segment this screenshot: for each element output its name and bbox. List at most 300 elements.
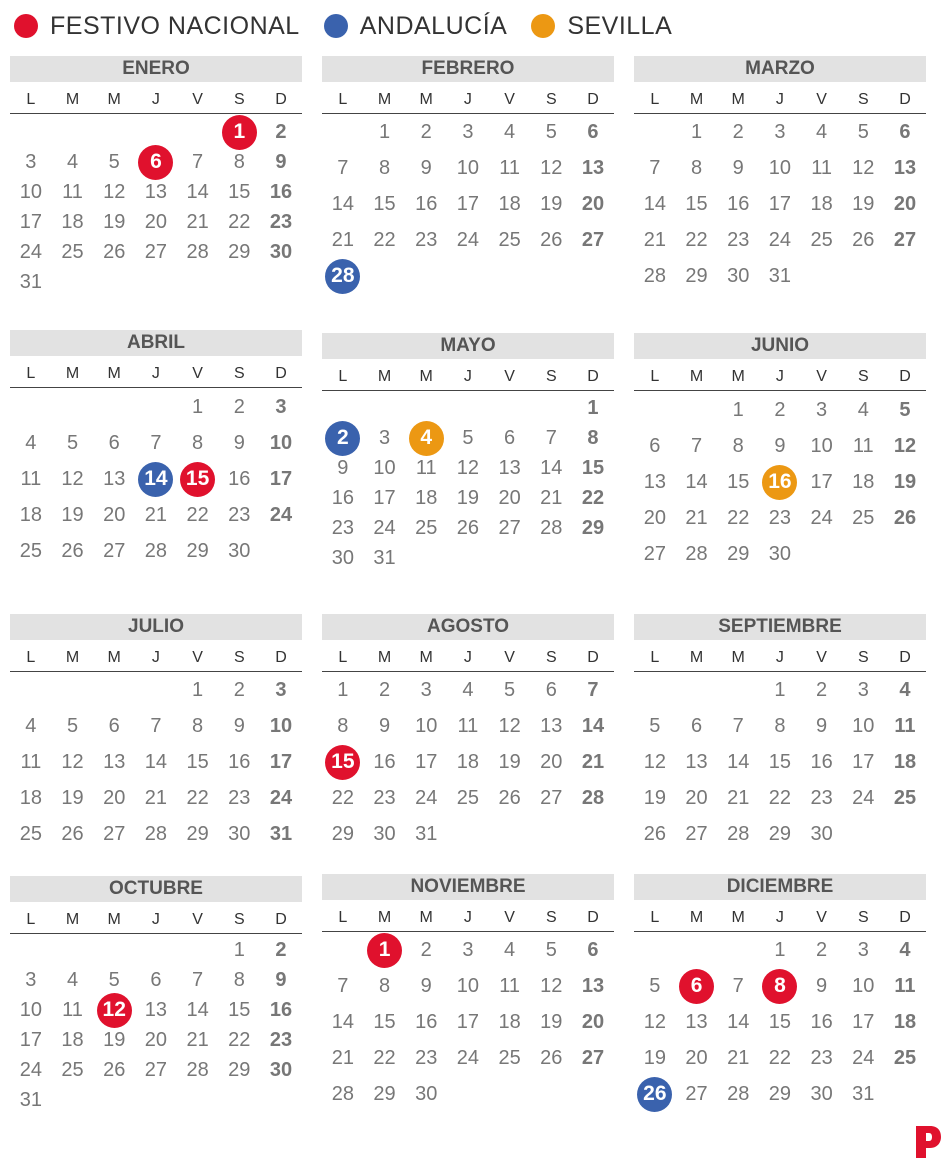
weekday-label: J xyxy=(775,649,784,666)
weekday-header xyxy=(634,366,926,388)
weekday-label: D xyxy=(899,649,911,666)
weekday-label: J xyxy=(463,909,472,926)
day-cell xyxy=(364,932,406,968)
day-cell: 1 xyxy=(774,678,786,701)
day-cell: 30 xyxy=(415,1082,438,1105)
day-cell: 19 xyxy=(852,192,875,215)
empty-day-cell xyxy=(489,258,531,294)
holiday-marker-andalucia: 2 xyxy=(325,421,360,456)
day-cell: 10 xyxy=(456,974,480,997)
weekday-header xyxy=(634,89,926,111)
day-cell: 17 xyxy=(269,750,293,773)
day-cell: 19 xyxy=(540,192,563,215)
week-row xyxy=(10,267,302,297)
weekday-label: M xyxy=(689,649,704,666)
week-row xyxy=(10,708,302,744)
weekday-label: D xyxy=(587,368,599,385)
weekday-header xyxy=(10,89,302,111)
day-cell xyxy=(322,423,364,453)
day-cell: 11 xyxy=(499,156,520,179)
day-cell: 27 xyxy=(144,240,168,263)
day-cell: 14 xyxy=(331,1010,354,1033)
month-abril xyxy=(10,330,302,569)
day-cell: 22 xyxy=(727,506,750,529)
empty-day-cell xyxy=(52,935,94,965)
day-cell: 30 xyxy=(269,240,293,263)
day-cell: 16 xyxy=(415,192,438,215)
day-cell: 22 xyxy=(331,786,354,809)
day-cell: 7 xyxy=(192,150,204,173)
day-cell: 25 xyxy=(498,228,521,251)
empty-day-cell xyxy=(93,935,135,965)
day-cell: 16 xyxy=(810,1010,833,1033)
week-row xyxy=(322,150,614,186)
day-cell: 31 xyxy=(768,264,792,287)
day-cell: 15 xyxy=(186,750,209,773)
day-cell: 31 xyxy=(269,822,293,845)
day-cell: 7 xyxy=(732,714,744,737)
day-cell: 16 xyxy=(269,180,293,203)
empty-day-cell xyxy=(135,672,177,708)
publico-logo-icon xyxy=(914,1124,942,1160)
month-title: MARZO xyxy=(634,56,926,82)
day-cell: 17 xyxy=(456,192,480,215)
day-cell: 17 xyxy=(768,192,792,215)
weekday-label: S xyxy=(233,911,245,928)
weekday-label: D xyxy=(275,91,287,108)
weekday-label: M xyxy=(107,649,121,666)
weekday-label: M xyxy=(731,649,745,666)
day-cell: 29 xyxy=(373,1082,396,1105)
day-cell: 15 xyxy=(685,192,708,215)
weekday-label: S xyxy=(545,91,557,108)
day-cell: 15 xyxy=(768,750,792,773)
holiday-marker-nacional: 15 xyxy=(180,462,215,497)
month-marzo xyxy=(634,56,926,294)
day-cell: 16 xyxy=(228,467,251,490)
weekday-label: D xyxy=(275,911,287,928)
day-cell: 8 xyxy=(233,150,245,173)
empty-day-cell xyxy=(52,672,94,708)
day-cell: 16 xyxy=(415,1010,438,1033)
day-cell: 21 xyxy=(540,486,563,509)
week-row xyxy=(322,186,614,222)
day-cell: 18 xyxy=(19,503,42,526)
empty-day-cell xyxy=(405,258,447,294)
empty-day-cell xyxy=(676,932,718,968)
day-cell: 12 xyxy=(852,156,875,179)
day-cell: 15 xyxy=(228,180,251,203)
day-cell: 13 xyxy=(581,156,605,179)
weekday-label: D xyxy=(275,365,287,382)
day-cell: 14 xyxy=(727,1010,750,1033)
day-cell: 31 xyxy=(415,822,438,845)
day-cell: 23 xyxy=(373,786,396,809)
day-cell xyxy=(177,461,219,497)
day-cell: 24 xyxy=(852,786,875,809)
weekday-label: V xyxy=(192,911,203,928)
day-cell: 5 xyxy=(66,431,79,454)
day-cell: 28 xyxy=(186,1058,209,1081)
weekday-label: L xyxy=(650,368,660,385)
empty-day-cell xyxy=(260,533,302,569)
day-cell: 13 xyxy=(144,998,168,1021)
weekday-label: M xyxy=(689,909,704,926)
day-cell: 23 xyxy=(228,786,251,809)
weekday-label: J xyxy=(463,368,472,385)
weekday-header xyxy=(10,647,302,669)
empty-day-cell xyxy=(322,393,364,423)
weekday-label: M xyxy=(65,91,80,108)
empty-day-cell xyxy=(135,117,177,147)
legend-item-andalucia xyxy=(324,12,508,41)
day-cell: 20 xyxy=(643,506,666,529)
empty-day-cell xyxy=(135,267,177,297)
weekday-label: S xyxy=(233,649,245,666)
day-cell: 4 xyxy=(462,678,474,701)
weekday-label: S xyxy=(233,365,245,382)
month-julio xyxy=(10,614,302,852)
empty-day-cell xyxy=(322,932,364,968)
day-cell: 26 xyxy=(61,822,84,845)
empty-day-cell xyxy=(572,258,614,294)
day-cell: 14 xyxy=(186,180,209,203)
day-cell: 21 xyxy=(144,786,168,809)
day-cell: 18 xyxy=(498,192,521,215)
day-cell: 25 xyxy=(498,1046,521,1069)
day-cell: 3 xyxy=(275,395,287,418)
legend-item-nacional xyxy=(14,12,300,41)
day-cell: 23 xyxy=(415,228,438,251)
day-cell: 1 xyxy=(378,120,391,143)
empty-day-cell xyxy=(52,117,94,147)
day-cell: 16 xyxy=(331,486,354,509)
weekday-header xyxy=(10,909,302,931)
day-cell xyxy=(322,744,364,780)
empty-day-cell xyxy=(717,672,759,708)
day-cell: 2 xyxy=(816,938,828,961)
day-cell: 8 xyxy=(337,714,349,737)
weekday-label: S xyxy=(857,368,869,385)
day-cell: 14 xyxy=(331,192,354,215)
weekday-label: M xyxy=(419,91,433,108)
empty-day-cell xyxy=(218,267,260,297)
week-row xyxy=(322,543,614,573)
empty-day-cell xyxy=(177,1085,219,1115)
weekday-label: D xyxy=(587,649,599,666)
day-cell: 26 xyxy=(103,1058,126,1081)
month-enero xyxy=(10,56,302,297)
day-cell: 9 xyxy=(275,968,287,991)
empty-day-cell xyxy=(260,1085,302,1115)
day-cell: 24 xyxy=(810,506,833,529)
blue-dot-icon xyxy=(324,14,348,38)
day-cell: 12 xyxy=(893,434,917,457)
empty-day-cell xyxy=(93,117,135,147)
day-cell: 26 xyxy=(103,240,126,263)
empty-day-cell xyxy=(884,1076,926,1112)
weekday-label: L xyxy=(650,649,660,666)
weekday-label: J xyxy=(775,91,784,108)
day-cell: 1 xyxy=(774,938,786,961)
day-cell: 1 xyxy=(587,396,599,419)
day-cell: 10 xyxy=(415,714,438,737)
day-cell: 26 xyxy=(540,1046,563,1069)
day-cell: 8 xyxy=(378,974,391,997)
month-title: ENERO xyxy=(10,56,302,82)
week-row xyxy=(10,389,302,425)
month-title: SEPTIEMBRE xyxy=(634,614,926,640)
week-row xyxy=(322,393,614,423)
day-cell: 22 xyxy=(768,786,792,809)
day-cell: 7 xyxy=(545,426,557,449)
week-row xyxy=(322,932,614,968)
day-cell: 22 xyxy=(581,486,605,509)
month-title: OCTUBRE xyxy=(10,876,302,902)
weekday-label: M xyxy=(731,91,745,108)
day-cell: 16 xyxy=(727,192,750,215)
weekday-label: M xyxy=(107,911,121,928)
day-cell: 2 xyxy=(816,678,828,701)
weekday-label: S xyxy=(857,649,869,666)
weekday-label: L xyxy=(650,909,660,926)
day-cell: 3 xyxy=(857,678,869,701)
day-cell: 7 xyxy=(337,156,349,179)
day-cell: 25 xyxy=(893,1046,917,1069)
day-cell: 1 xyxy=(192,678,204,701)
day-cell: 22 xyxy=(228,1028,251,1051)
day-cell: 25 xyxy=(61,240,84,263)
week-row xyxy=(322,672,614,708)
empty-day-cell xyxy=(572,543,614,573)
day-cell: 6 xyxy=(899,120,911,143)
day-cell: 26 xyxy=(643,822,666,845)
day-cell: 18 xyxy=(456,750,480,773)
weekday-label: V xyxy=(504,909,515,926)
weekday-label: V xyxy=(816,91,827,108)
empty-day-cell xyxy=(884,536,926,572)
day-cell: 4 xyxy=(66,968,79,991)
day-cell: 18 xyxy=(19,786,42,809)
weekday-label: L xyxy=(650,91,660,108)
day-cell: 27 xyxy=(581,228,605,251)
day-cell: 31 xyxy=(19,270,42,293)
day-cell: 24 xyxy=(415,786,438,809)
holiday-marker-nacional: 8 xyxy=(762,969,797,1004)
day-cell: 19 xyxy=(643,786,666,809)
day-cell: 2 xyxy=(275,938,287,961)
week-row xyxy=(10,497,302,533)
holiday-marker-andalucia: 28 xyxy=(325,259,360,294)
day-cell: 4 xyxy=(504,938,516,961)
week-row xyxy=(10,935,302,965)
day-cell: 27 xyxy=(643,542,666,565)
weekday-label: D xyxy=(899,909,911,926)
day-cell: 15 xyxy=(581,456,605,479)
day-cell: 13 xyxy=(498,456,521,479)
empty-day-cell xyxy=(447,393,489,423)
day-cell: 27 xyxy=(893,228,917,251)
day-cell: 4 xyxy=(899,678,911,701)
day-cell: 15 xyxy=(228,998,251,1021)
weekday-label: M xyxy=(689,368,704,385)
weekday-label: M xyxy=(107,91,121,108)
day-cell: 19 xyxy=(103,1028,126,1051)
legend-label-andalucia: ANDALUCÍA xyxy=(359,11,508,40)
month-octubre xyxy=(10,876,302,1115)
day-cell: 12 xyxy=(61,750,84,773)
day-cell: 8 xyxy=(732,434,744,457)
day-cell: 3 xyxy=(774,120,786,143)
month-title: NOVIEMBRE xyxy=(322,874,614,900)
empty-day-cell xyxy=(10,117,52,147)
day-cell: 25 xyxy=(415,516,438,539)
day-cell: 27 xyxy=(498,516,521,539)
weekday-header xyxy=(322,907,614,929)
empty-day-cell xyxy=(405,543,447,573)
weekday-label: L xyxy=(338,368,348,385)
weekday-label: J xyxy=(151,91,160,108)
empty-day-cell xyxy=(447,816,489,852)
day-cell: 17 xyxy=(19,1028,42,1051)
day-cell: 9 xyxy=(420,156,432,179)
holiday-marker-sevilla: 16 xyxy=(762,465,797,500)
day-cell: 17 xyxy=(456,1010,480,1033)
day-cell: 7 xyxy=(690,434,703,457)
weekday-label: J xyxy=(775,909,784,926)
day-cell: 12 xyxy=(498,714,521,737)
day-cell: 22 xyxy=(685,228,708,251)
day-cell: 5 xyxy=(857,120,869,143)
weekday-label: M xyxy=(377,909,392,926)
day-cell: 28 xyxy=(331,1082,354,1105)
day-cell: 13 xyxy=(581,974,605,997)
day-cell: 4 xyxy=(816,120,828,143)
day-cell: 15 xyxy=(373,192,396,215)
empty-day-cell xyxy=(260,267,302,297)
weekday-label: D xyxy=(899,91,911,108)
weekday-label: V xyxy=(504,91,515,108)
day-cell xyxy=(759,464,801,500)
holiday-marker-nacional: 12 xyxy=(97,993,132,1028)
weekday-label: D xyxy=(587,91,599,108)
day-cell: 10 xyxy=(373,456,396,479)
week-row xyxy=(322,744,614,780)
day-cell: 1 xyxy=(732,398,744,421)
day-cell: 25 xyxy=(19,539,42,562)
day-cell: 3 xyxy=(816,398,828,421)
day-cell: 9 xyxy=(378,714,391,737)
weekday-header xyxy=(634,647,926,669)
holiday-marker-nacional: 1 xyxy=(222,115,257,150)
holiday-marker-andalucia: 14 xyxy=(138,462,173,497)
legend-label-nacional: FESTIVO NACIONAL xyxy=(50,11,300,40)
week-row xyxy=(634,222,926,258)
weekday-label: M xyxy=(377,368,392,385)
day-cell: 9 xyxy=(816,974,828,997)
day-cell: 16 xyxy=(269,998,293,1021)
day-cell: 29 xyxy=(727,542,750,565)
day-cell: 30 xyxy=(269,1058,293,1081)
empty-day-cell xyxy=(10,389,52,425)
day-cell: 30 xyxy=(228,822,251,845)
week-row xyxy=(634,186,926,222)
month-title: JULIO xyxy=(10,614,302,640)
day-cell: 1 xyxy=(192,395,204,418)
day-cell: 3 xyxy=(25,968,37,991)
day-cell: 28 xyxy=(643,264,666,287)
legend-item-sevilla xyxy=(531,12,672,41)
day-cell: 20 xyxy=(893,192,917,215)
day-cell: 15 xyxy=(373,1010,396,1033)
day-cell: 16 xyxy=(373,750,396,773)
day-cell: 6 xyxy=(587,120,599,143)
day-cell: 29 xyxy=(228,1058,251,1081)
day-cell: 23 xyxy=(768,506,792,529)
empty-day-cell xyxy=(177,267,219,297)
week-row xyxy=(10,425,302,461)
day-cell: 22 xyxy=(186,786,209,809)
holiday-marker-sevilla: 4 xyxy=(409,421,444,456)
day-cell: 6 xyxy=(108,431,120,454)
empty-day-cell xyxy=(530,543,572,573)
day-cell: 19 xyxy=(540,1010,563,1033)
day-cell: 10 xyxy=(269,714,293,737)
day-cell: 23 xyxy=(331,516,354,539)
day-cell: 6 xyxy=(545,678,557,701)
day-cell: 19 xyxy=(61,503,84,526)
empty-day-cell xyxy=(530,258,572,294)
weekday-label: M xyxy=(377,91,392,108)
day-cell: 13 xyxy=(893,156,917,179)
day-cell: 11 xyxy=(62,998,83,1021)
legend-label-sevilla: SEVILLA xyxy=(567,11,673,40)
week-row xyxy=(634,1076,926,1112)
day-cell: 14 xyxy=(727,750,750,773)
day-cell: 11 xyxy=(811,156,832,179)
day-cell: 14 xyxy=(643,192,666,215)
day-cell: 11 xyxy=(20,750,42,773)
empty-day-cell xyxy=(489,393,531,423)
month-title: MAYO xyxy=(322,333,614,359)
day-cell xyxy=(322,258,364,294)
day-cell: 26 xyxy=(61,539,84,562)
day-cell: 24 xyxy=(19,240,42,263)
day-cell: 27 xyxy=(581,1046,605,1069)
empty-day-cell xyxy=(364,258,406,294)
day-cell: 16 xyxy=(228,750,251,773)
red-dot-icon xyxy=(14,14,38,38)
day-cell: 9 xyxy=(816,714,828,737)
day-cell: 1 xyxy=(233,938,245,961)
week-row xyxy=(634,150,926,186)
month-junio xyxy=(634,333,926,572)
weekday-label: D xyxy=(275,649,287,666)
day-cell: 10 xyxy=(768,156,792,179)
day-cell: 29 xyxy=(331,822,354,845)
weekday-label: M xyxy=(419,368,433,385)
week-row xyxy=(634,392,926,428)
day-cell: 18 xyxy=(61,210,84,233)
empty-day-cell xyxy=(93,267,135,297)
week-row xyxy=(10,995,302,1025)
empty-day-cell xyxy=(93,1085,135,1115)
week-row xyxy=(634,258,926,294)
week-row xyxy=(634,464,926,500)
day-cell: 27 xyxy=(685,822,708,845)
weekday-label: M xyxy=(107,365,121,382)
day-cell: 8 xyxy=(192,714,204,737)
